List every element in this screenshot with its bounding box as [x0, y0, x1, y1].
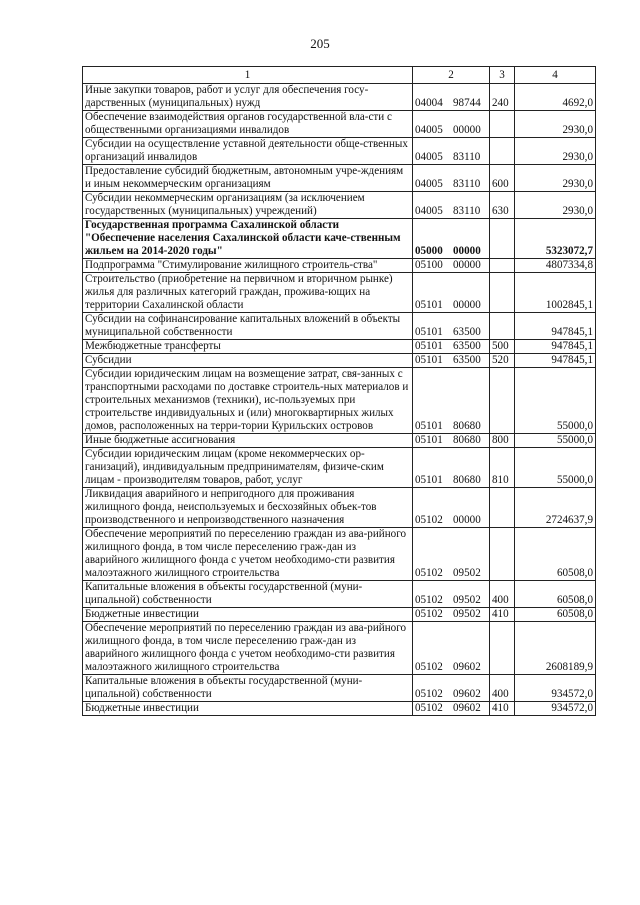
code-program: 05101 — [415, 326, 443, 338]
code-direction: 63500 — [453, 326, 481, 338]
code-program: 05102 — [415, 594, 443, 606]
code-program: 04005 — [415, 205, 443, 217]
row-name: Предоставление субсидий бюджетным, автономным учре-ждениям и иным некоммерческим организациям — [83, 165, 413, 192]
row-code — [413, 165, 490, 192]
code-program: 05101 — [415, 474, 443, 486]
code-program: 05102 — [415, 661, 443, 673]
row-code — [413, 622, 490, 675]
code-direction: 98744 — [453, 97, 481, 109]
row-expense-type: 400 — [490, 581, 515, 608]
row-code — [413, 313, 490, 340]
row-name: Ликвидация аварийного и непригодного для проживания жилищного фонда, неиспользуемых и бесхозяйных объек-тов производственного и непроизводственного назначения — [83, 488, 413, 528]
row-code — [413, 434, 490, 448]
row-code — [413, 368, 490, 434]
table-row — [83, 608, 596, 622]
row-code — [413, 219, 490, 259]
row-name: Бюджетные инвестиции — [83, 608, 413, 622]
row-amount: 2930,0 — [515, 138, 596, 165]
table-row — [83, 165, 596, 192]
code-direction: 83110 — [453, 205, 481, 217]
header-col-2: 2 — [413, 67, 490, 84]
code-program: 05102 — [415, 567, 443, 579]
row-amount: 55000,0 — [515, 434, 596, 448]
row-name: Субсидии на софинансирование капитальных вложений в объекты муниципальной собственности — [83, 313, 413, 340]
row-name: Иные закупки товаров, работ и услуг для обеспечения госу-дарственных (муниципальных) нужд — [83, 84, 413, 111]
table-row — [83, 340, 596, 354]
row-name: Обеспечение мероприятий по переселению граждан из ава-рийного жилищного фонда, в том числе переселению граж-дан из аварийного жилищного фонда с учетом необходимо-сти развития малоэтажного жилищного строительства — [83, 528, 413, 581]
code-program: 05100 — [415, 259, 443, 271]
row-amount: 60508,0 — [515, 581, 596, 608]
row-name: Строительство (приобретение на первичном и вторичном рынке) жилья для различных категорий граждан, прожива-ющих на территории Сахалинской области — [83, 273, 413, 313]
table-row — [83, 488, 596, 528]
code-direction: 09602 — [453, 661, 481, 673]
table-row — [83, 138, 596, 165]
row-code — [413, 581, 490, 608]
row-name: Субсидии юридическим лицам на возмещение затрат, свя-занных с транспортными расходами по доставке строитель-ных материалов и строительных механизмов (техники), ис-пользуемых при строительстве индивидуальных и (или) многоквартирных жилых домов, расположенных на терри-тории Курильских островов — [83, 368, 413, 434]
code-program: 04005 — [415, 124, 443, 136]
row-name: Субсидии — [83, 354, 413, 368]
row-name: Обеспечение взаимодействия органов государственной вла-сти с общественными организациями инвалидов — [83, 111, 413, 138]
row-expense-type: 240 — [490, 84, 515, 111]
table-row — [83, 259, 596, 273]
row-expense-type — [490, 488, 515, 528]
row-name: Иные бюджетные ассигнования — [83, 434, 413, 448]
row-expense-type — [490, 111, 515, 138]
table-row — [83, 448, 596, 488]
row-code — [413, 340, 490, 354]
code-direction: 09502 — [453, 608, 481, 620]
row-name: Обеспечение мероприятий по переселению граждан из ава-рийного жилищного фонда, в том числе переселению граж-дан из аварийного жилищного фонда с учетом необходимо-сти развития малоэтажного жилищного строительства — [83, 622, 413, 675]
row-name: Подпрограмма "Стимулирование жилищного строитель-ства" — [83, 259, 413, 273]
table-row — [83, 84, 596, 111]
code-direction: 00000 — [453, 245, 481, 257]
row-expense-type — [490, 138, 515, 165]
row-expense-type: 500 — [490, 340, 515, 354]
row-code — [413, 488, 490, 528]
row-code — [413, 675, 490, 702]
budget-table — [82, 66, 596, 716]
table-row — [83, 354, 596, 368]
row-amount: 4692,0 — [515, 84, 596, 111]
code-direction: 00000 — [453, 299, 481, 311]
code-program: 05102 — [415, 688, 443, 700]
row-amount: 2724637,9 — [515, 488, 596, 528]
code-program: 05102 — [415, 702, 443, 714]
table-row — [83, 111, 596, 138]
code-direction: 80680 — [453, 434, 481, 446]
code-direction: 83110 — [453, 178, 481, 190]
row-expense-type — [490, 528, 515, 581]
row-amount: 1002845,1 — [515, 273, 596, 313]
table-row — [83, 273, 596, 313]
header-col-1: 1 — [83, 67, 413, 84]
row-code — [413, 259, 490, 273]
row-expense-type — [490, 313, 515, 340]
row-amount: 947845,1 — [515, 313, 596, 340]
table-row — [83, 528, 596, 581]
code-program: 04005 — [415, 178, 443, 190]
table-row — [83, 192, 596, 219]
code-program: 05101 — [415, 420, 443, 432]
row-expense-type: 800 — [490, 434, 515, 448]
code-program: 05000 — [415, 245, 443, 257]
row-expense-type: 520 — [490, 354, 515, 368]
code-direction: 80680 — [453, 474, 481, 486]
row-name: Субсидии на осуществление уставной деятельности обще-ственных организаций инвалидов — [83, 138, 413, 165]
row-code — [413, 702, 490, 716]
code-program: 05101 — [415, 434, 443, 446]
code-program: 05101 — [415, 354, 443, 366]
code-direction: 09602 — [453, 688, 481, 700]
row-amount: 2930,0 — [515, 192, 596, 219]
row-code — [413, 354, 490, 368]
row-expense-type: 810 — [490, 448, 515, 488]
table-row — [83, 368, 596, 434]
row-code — [413, 192, 490, 219]
row-expense-type: 410 — [490, 702, 515, 716]
row-amount: 934572,0 — [515, 702, 596, 716]
row-code — [413, 608, 490, 622]
row-name: Субсидии юридическим лицам (кроме некоммерческих ор-ганизаций), индивидуальным предпринимателям, физиче-ским лицам - производителям товаров, работ, услуг — [83, 448, 413, 488]
table-row — [83, 622, 596, 675]
code-direction: 00000 — [453, 259, 481, 271]
code-direction: 09502 — [453, 567, 481, 579]
code-direction: 09502 — [453, 594, 481, 606]
code-direction: 83110 — [453, 151, 481, 163]
table-row — [83, 313, 596, 340]
row-amount: 4807334,8 — [515, 259, 596, 273]
row-expense-type — [490, 259, 515, 273]
row-amount: 5323072,7 — [515, 219, 596, 259]
code-program: 04005 — [415, 151, 443, 163]
row-code — [413, 528, 490, 581]
table-row — [83, 675, 596, 702]
table-row — [83, 434, 596, 448]
table-header-row — [83, 67, 596, 84]
row-name: Межбюджетные трансферты — [83, 340, 413, 354]
table-row — [83, 219, 596, 259]
table-row — [83, 702, 596, 716]
code-direction: 00000 — [453, 514, 481, 526]
code-direction: 63500 — [453, 354, 481, 366]
row-amount: 947845,1 — [515, 354, 596, 368]
row-amount: 55000,0 — [515, 448, 596, 488]
row-name: Бюджетные инвестиции — [83, 702, 413, 716]
code-program: 05102 — [415, 514, 443, 526]
header-col-4: 4 — [515, 67, 596, 84]
code-program: 04004 — [415, 97, 443, 109]
row-name: Капитальные вложения в объекты государственной (муни-ципальной) собственности — [83, 675, 413, 702]
header-col-3: 3 — [490, 67, 515, 84]
row-amount: 934572,0 — [515, 675, 596, 702]
row-amount: 2930,0 — [515, 111, 596, 138]
row-amount: 60508,0 — [515, 608, 596, 622]
row-expense-type: 600 — [490, 165, 515, 192]
row-name: Субсидии некоммерческим организациям (за исключением государственных (муниципальных) учреждений) — [83, 192, 413, 219]
code-program: 05101 — [415, 299, 443, 311]
code-program: 05102 — [415, 608, 443, 620]
row-code — [413, 111, 490, 138]
row-expense-type: 400 — [490, 675, 515, 702]
row-amount: 2930,0 — [515, 165, 596, 192]
row-expense-type — [490, 368, 515, 434]
code-direction: 63500 — [453, 340, 481, 352]
code-direction: 00000 — [453, 124, 481, 136]
page-number: 205 — [310, 36, 330, 51]
row-code — [413, 448, 490, 488]
table-row — [83, 581, 596, 608]
code-direction: 09602 — [453, 702, 481, 714]
row-code — [413, 138, 490, 165]
row-code — [413, 84, 490, 111]
row-name: Капитальные вложения в объекты государственной (муни-ципальной) собственности — [83, 581, 413, 608]
row-code — [413, 273, 490, 313]
row-amount: 55000,0 — [515, 368, 596, 434]
row-expense-type — [490, 219, 515, 259]
row-amount: 947845,1 — [515, 340, 596, 354]
row-amount: 60508,0 — [515, 528, 596, 581]
row-expense-type — [490, 273, 515, 313]
row-expense-type: 410 — [490, 608, 515, 622]
code-direction: 80680 — [453, 420, 481, 432]
code-program: 05101 — [415, 340, 443, 352]
row-expense-type — [490, 622, 515, 675]
row-expense-type: 630 — [490, 192, 515, 219]
row-amount: 2608189,9 — [515, 622, 596, 675]
row-name: Государственная программа Сахалинской области "Обеспечение населения Сахалинской области каче-ственным жильем на 2014-2020 годы" — [83, 219, 413, 259]
table-body — [83, 84, 596, 716]
